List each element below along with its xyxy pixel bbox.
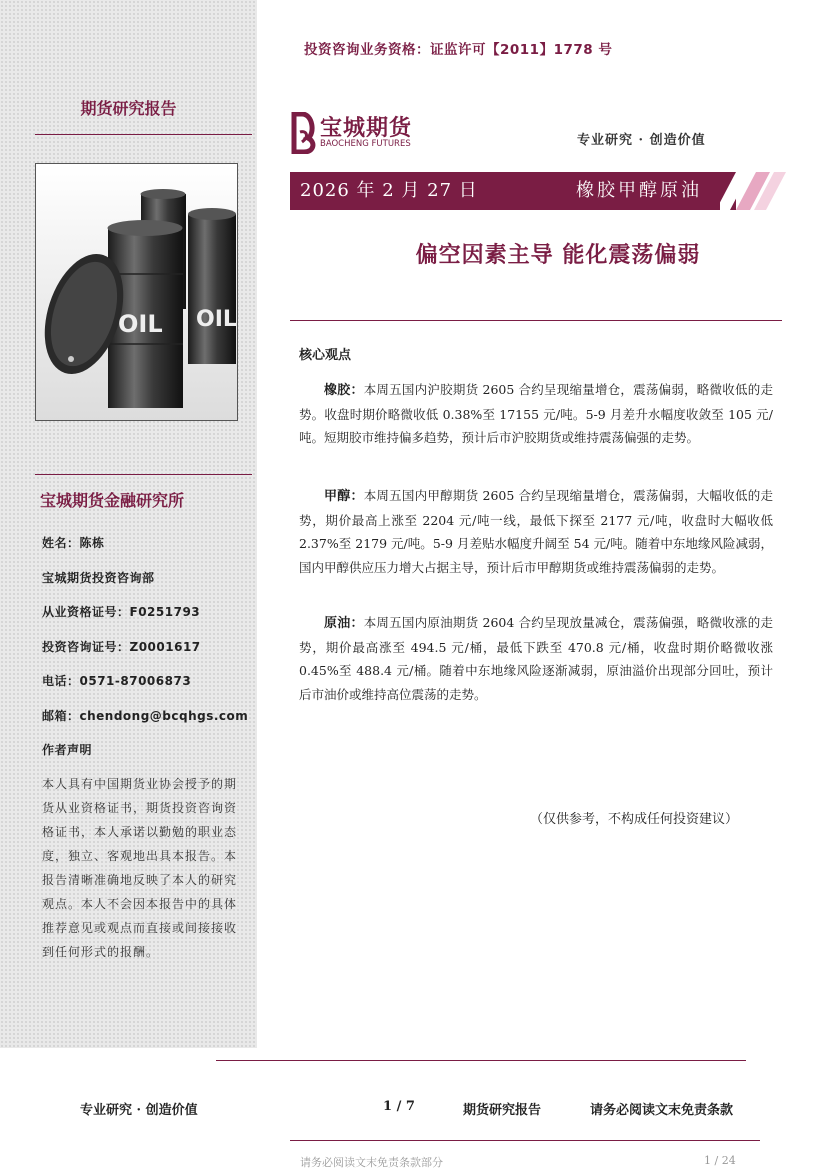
sidebar bbox=[0, 0, 257, 1048]
core-views-title: 核心观点 bbox=[299, 348, 352, 363]
section-methanol bbox=[299, 484, 773, 579]
disclaimer: （仅供参考，不构成任何投资建议） bbox=[530, 812, 739, 827]
oil-barrels-image bbox=[36, 164, 238, 421]
logo-text-cn: 宝城期货 bbox=[320, 116, 413, 141]
footer-page-number: 1 / 7 bbox=[383, 1099, 415, 1114]
author-statement: 本人具有中国期货业协会授予的期货从业资格证书，期货投资咨询资格证书，本人承诺以勤勉的职业态度，独立、客观地出具本报告。本报告清晰准确地反映了本人的研究观点。本人不会因本报告中的具体推荐意见或观点而直接或间接接收到任何形式的报酬。 bbox=[42, 777, 238, 959]
section-text: 本周五国内沪胶期货 2605 合约呈现缩量增仓，震荡偏弱，略微收低的走势。收盘时期价略微收低 0.38%至 17155 元/吨。5-9 月差升水幅度收敛至 105 元/吨。短期胶市维持偏多趋势，预计后市沪胶期货或维持震荡偏强的走势。 bbox=[299, 382, 773, 445]
author-name: 姓名：陈栋 bbox=[42, 536, 105, 550]
sidebar-divider-2 bbox=[35, 474, 252, 475]
footer-report-type: 期货研究报告 bbox=[463, 1103, 542, 1118]
logo-mark-icon bbox=[290, 112, 318, 154]
footer-divider-2 bbox=[290, 1140, 760, 1141]
section-label: 甲醇： bbox=[324, 489, 364, 504]
header-slogan: 专业研究 · 创造价值 bbox=[577, 133, 706, 148]
statement-title: 作者声明 bbox=[42, 743, 93, 757]
consult-number: 投资咨询证号：Z0001617 bbox=[42, 640, 201, 654]
section-rubber bbox=[299, 378, 773, 450]
oil-barrels-photo bbox=[35, 163, 238, 421]
footer-terms-link[interactable]: 请务必阅读文末免责条款 bbox=[590, 1103, 734, 1118]
institute-name: 宝城期货金融研究所 bbox=[40, 491, 185, 510]
headline-divider bbox=[290, 320, 782, 321]
qualification-number: 从业资格证号：F0251793 bbox=[42, 605, 201, 619]
section-text: 本周五国内甲醇期货 2605 合约呈现缩量增仓，震荡偏弱，大幅收低的走势，期价最高上涨至 2204 元/吨一线，最低下探至 2177 元/吨，收盘时大幅收低 2.37%至 2179 元/吨。5-9 月差贴水幅度升阔至 54 元/吨。随着中东地缘风险减弱，国内甲醇供应压力增大占据主导，预计后市甲醇期货或维持震荡偏弱的走势。 bbox=[299, 488, 773, 575]
section-label: 橡胶： bbox=[324, 383, 364, 398]
footer-divider bbox=[216, 1060, 746, 1061]
footer-slogan: 专业研究 · 创造价值 bbox=[80, 1103, 198, 1118]
company-logo bbox=[290, 110, 440, 155]
footer2-terms: 请务必阅读文末免责条款部分 bbox=[300, 1156, 443, 1169]
footer2-page: 1 / 24 bbox=[704, 1154, 736, 1167]
logo-text-en: BAOCHENG FUTURES bbox=[320, 139, 411, 149]
section-crude-oil bbox=[299, 611, 773, 706]
report-headline: 偏空因素主导 能化震荡偏弱 bbox=[415, 243, 701, 268]
section-label: 原油： bbox=[324, 616, 364, 631]
barrel-label-1: OIL bbox=[118, 310, 163, 338]
email-link[interactable]: 邮箱：chendong@bcqhgs.com bbox=[42, 709, 249, 723]
license-text: 投资咨询业务资格：证监许可【2011】1778 号 bbox=[304, 42, 613, 58]
banner-stripes bbox=[720, 172, 790, 210]
barrel-label-2: OIL bbox=[196, 307, 237, 332]
author-dept: 宝城期货投资咨询部 bbox=[42, 571, 155, 585]
report-category: 橡胶甲醇原油 bbox=[576, 180, 702, 201]
sidebar-divider bbox=[35, 134, 252, 135]
sidebar-report-type: 期货研究报告 bbox=[80, 99, 177, 118]
report-date: 2026 年 2 月 27 日 bbox=[300, 180, 478, 201]
headline-wrap bbox=[0, 238, 826, 269]
section-text: 本周五国内原油期货 2604 合约呈现放量减仓，震荡偏强，略微收涨的走势，期价最高涨至 494.5 元/桶，最低下跌至 470.8 元/桶，收盘时期价略微收涨 0.45%至 488.4 元/桶。随着中东地缘风险逐渐减弱，原油溢价出现部分回吐，预计后市油价或维持高位震荡的走势。 bbox=[299, 615, 773, 702]
phone-number: 电话：0571-87006873 bbox=[42, 674, 192, 688]
